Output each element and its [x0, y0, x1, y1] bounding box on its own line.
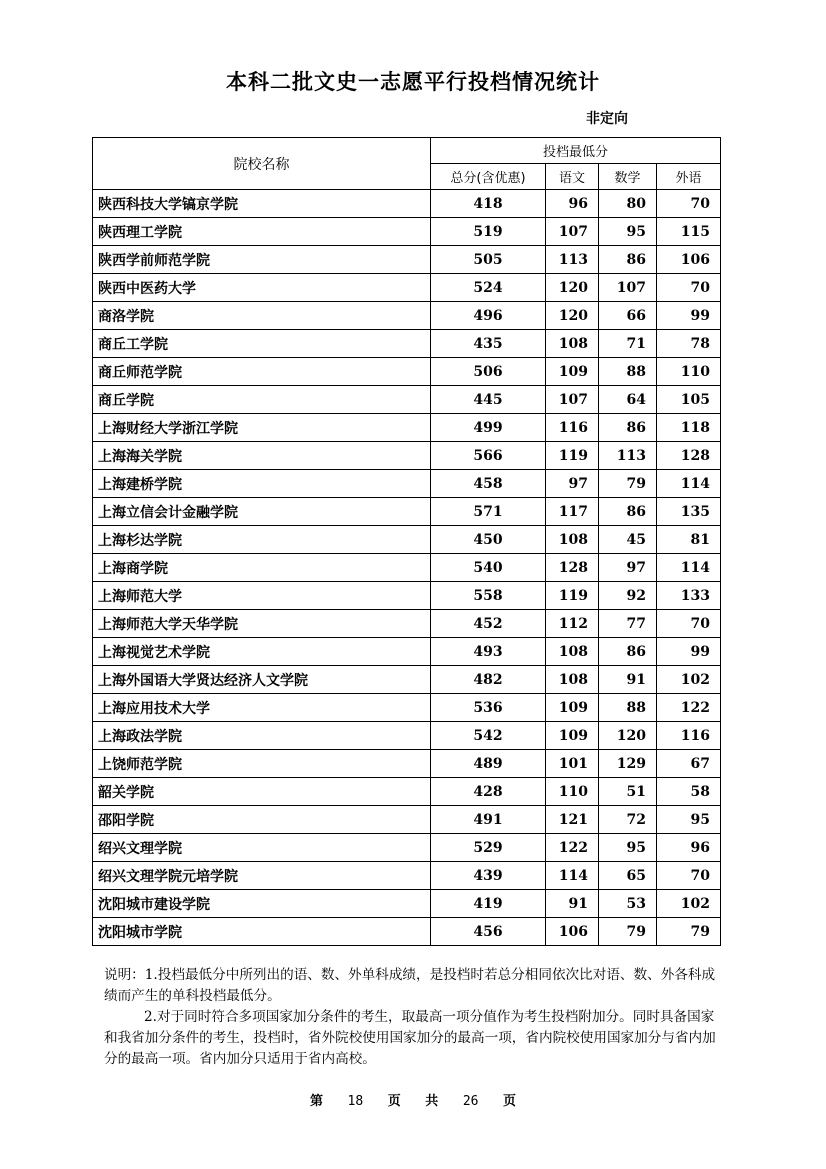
header-min-score: 投档最低分 [431, 138, 721, 164]
cell-school-name: 上海师范大学天华学院 [93, 610, 431, 638]
cell-total: 418 [431, 190, 546, 218]
table-row [93, 722, 721, 750]
cell-school-name: 绍兴文理学院元培学院 [93, 862, 431, 890]
cell-english: 96 [657, 834, 721, 862]
table-row [93, 498, 721, 526]
table-row [93, 470, 721, 498]
header-total: 总分(含优惠) [431, 164, 546, 190]
cell-math: 79 [599, 470, 657, 498]
cell-total: 496 [431, 302, 546, 330]
cell-english: 106 [657, 246, 721, 274]
cell-school-name: 商丘师范学院 [93, 358, 431, 386]
cell-chinese: 121 [546, 806, 599, 834]
cell-school-name: 商丘学院 [93, 386, 431, 414]
cell-school-name: 商丘工学院 [93, 330, 431, 358]
cell-math: 66 [599, 302, 657, 330]
table-row [93, 890, 721, 918]
cell-chinese: 107 [546, 218, 599, 246]
cell-chinese: 112 [546, 610, 599, 638]
cell-chinese: 116 [546, 414, 599, 442]
cell-english: 67 [657, 750, 721, 778]
cell-school-name: 陕西学前师范学院 [93, 246, 431, 274]
cell-total: 456 [431, 918, 546, 946]
cell-english: 95 [657, 806, 721, 834]
table-row [93, 666, 721, 694]
cell-total: 491 [431, 806, 546, 834]
cell-total: 428 [431, 778, 546, 806]
cell-chinese: 108 [546, 330, 599, 358]
cell-chinese: 91 [546, 890, 599, 918]
cell-math: 113 [599, 442, 657, 470]
cell-total: 493 [431, 638, 546, 666]
subtitle-non-directed: 非定向 [586, 111, 628, 127]
cell-english: 70 [657, 274, 721, 302]
cell-english: 114 [657, 470, 721, 498]
table-row [93, 750, 721, 778]
cell-chinese: 119 [546, 442, 599, 470]
cell-chinese: 113 [546, 246, 599, 274]
cell-school-name: 陕西理工学院 [93, 218, 431, 246]
cell-chinese: 122 [546, 834, 599, 862]
cell-math: 107 [599, 274, 657, 302]
cell-total: 524 [431, 274, 546, 302]
cell-school-name: 上海外国语大学贤达经济人文学院 [93, 666, 431, 694]
cell-total: 439 [431, 862, 546, 890]
cell-math: 71 [599, 330, 657, 358]
footer-ye2: 页 [503, 1094, 517, 1109]
table-row [93, 582, 721, 610]
table-row [93, 190, 721, 218]
cell-math: 72 [599, 806, 657, 834]
cell-english: 135 [657, 498, 721, 526]
cell-total: 499 [431, 414, 546, 442]
cell-english: 70 [657, 862, 721, 890]
cell-math: 51 [599, 778, 657, 806]
cell-math: 45 [599, 526, 657, 554]
score-table [92, 137, 721, 946]
cell-total: 540 [431, 554, 546, 582]
cell-english: 70 [657, 190, 721, 218]
cell-school-name: 上海立信会计金融学院 [93, 498, 431, 526]
cell-english: 81 [657, 526, 721, 554]
cell-english: 70 [657, 610, 721, 638]
cell-school-name: 陕西科技大学镐京学院 [93, 190, 431, 218]
cell-total: 519 [431, 218, 546, 246]
page-title: 本科二批文史一志愿平行投档情况统计 [226, 70, 600, 94]
cell-math: 64 [599, 386, 657, 414]
cell-chinese: 114 [546, 862, 599, 890]
table-row [93, 638, 721, 666]
notes [104, 965, 724, 1070]
table-row [93, 246, 721, 274]
cell-total: 529 [431, 834, 546, 862]
table-row [93, 610, 721, 638]
cell-school-name: 上海建桥学院 [93, 470, 431, 498]
cell-chinese: 107 [546, 386, 599, 414]
cell-school-name: 上海视觉艺术学院 [93, 638, 431, 666]
cell-school-name: 上海师范大学 [93, 582, 431, 610]
table-row [93, 526, 721, 554]
cell-chinese: 101 [546, 750, 599, 778]
cell-math: 95 [599, 834, 657, 862]
cell-chinese: 109 [546, 358, 599, 386]
cell-math: 91 [599, 666, 657, 694]
cell-english: 133 [657, 582, 721, 610]
note-1: 说明：1.投档最低分中所列出的语、数、外单科成绩，是投档时若总分相同依次比对语、数、外各科成绩而产生的单科投档最低分。 [104, 967, 716, 1004]
header-math: 数学 [599, 164, 657, 190]
footer-ye: 页 [387, 1094, 401, 1109]
cell-total: 419 [431, 890, 546, 918]
cell-total: 558 [431, 582, 546, 610]
cell-english: 110 [657, 358, 721, 386]
footer-gong: 共 [425, 1094, 439, 1109]
cell-math: 92 [599, 582, 657, 610]
cell-english: 58 [657, 778, 721, 806]
table-row [93, 918, 721, 946]
cell-school-name: 沈阳城市学院 [93, 918, 431, 946]
table-row [93, 694, 721, 722]
cell-math: 65 [599, 862, 657, 890]
cell-chinese: 97 [546, 470, 599, 498]
cell-school-name: 上海杉达学院 [93, 526, 431, 554]
cell-english: 115 [657, 218, 721, 246]
note-2: 2.对于同时符合多项国家加分条件的考生，取最高一项分值作为考生投档附加分。同时具备国家和我省加分条件的考生，投档时，省外院校使用国家加分的最高一项，省内院校使用国家加分与省内加分的最高一项。省内加分只适用于省内高校。 [104, 1009, 716, 1067]
cell-english: 102 [657, 890, 721, 918]
cell-total: 566 [431, 442, 546, 470]
table-row [93, 274, 721, 302]
cell-chinese: 96 [546, 190, 599, 218]
cell-school-name: 上海应用技术大学 [93, 694, 431, 722]
cell-math: 129 [599, 750, 657, 778]
table-row [93, 302, 721, 330]
cell-math: 86 [599, 498, 657, 526]
table-row [93, 862, 721, 890]
cell-math: 97 [599, 554, 657, 582]
cell-chinese: 117 [546, 498, 599, 526]
cell-school-name: 绍兴文理学院 [93, 834, 431, 862]
header-chinese: 语文 [546, 164, 599, 190]
table-row [93, 358, 721, 386]
cell-school-name: 陕西中医药大学 [93, 274, 431, 302]
header-english: 外语 [657, 164, 721, 190]
cell-total: 452 [431, 610, 546, 638]
cell-school-name: 商洛学院 [93, 302, 431, 330]
table-row [93, 806, 721, 834]
cell-math: 53 [599, 890, 657, 918]
cell-school-name: 上海政法学院 [93, 722, 431, 750]
cell-chinese: 109 [546, 722, 599, 750]
cell-math: 86 [599, 638, 657, 666]
cell-english: 102 [657, 666, 721, 694]
footer-total-pages: 26 [462, 1094, 479, 1109]
cell-total: 542 [431, 722, 546, 750]
footer-di: 第 [309, 1094, 323, 1109]
cell-total: 506 [431, 358, 546, 386]
cell-school-name: 上饶师范学院 [93, 750, 431, 778]
cell-english: 99 [657, 302, 721, 330]
table-row [93, 442, 721, 470]
cell-english: 105 [657, 386, 721, 414]
cell-chinese: 119 [546, 582, 599, 610]
cell-chinese: 108 [546, 638, 599, 666]
cell-math: 95 [599, 218, 657, 246]
cell-chinese: 120 [546, 302, 599, 330]
cell-math: 80 [599, 190, 657, 218]
cell-school-name: 邵阳学院 [93, 806, 431, 834]
table-row [93, 834, 721, 862]
cell-math: 86 [599, 246, 657, 274]
cell-english: 118 [657, 414, 721, 442]
cell-english: 78 [657, 330, 721, 358]
cell-chinese: 109 [546, 694, 599, 722]
cell-english: 128 [657, 442, 721, 470]
table-row [93, 414, 721, 442]
cell-total: 435 [431, 330, 546, 358]
header-school-name: 院校名称 [93, 138, 431, 190]
table-row [93, 218, 721, 246]
cell-total: 489 [431, 750, 546, 778]
table-row [93, 778, 721, 806]
cell-school-name: 沈阳城市建设学院 [93, 890, 431, 918]
cell-chinese: 108 [546, 526, 599, 554]
cell-chinese: 110 [546, 778, 599, 806]
table-row [93, 554, 721, 582]
footer-page-number: 18 [347, 1094, 364, 1109]
cell-math: 77 [599, 610, 657, 638]
cell-total: 445 [431, 386, 546, 414]
cell-total: 571 [431, 498, 546, 526]
cell-english: 116 [657, 722, 721, 750]
cell-english: 122 [657, 694, 721, 722]
table-row [93, 330, 721, 358]
cell-school-name: 上海商学院 [93, 554, 431, 582]
cell-total: 450 [431, 526, 546, 554]
cell-math: 86 [599, 414, 657, 442]
table-row [93, 386, 721, 414]
cell-math: 88 [599, 694, 657, 722]
cell-total: 482 [431, 666, 546, 694]
cell-english: 79 [657, 918, 721, 946]
page-footer [0, 1090, 826, 1109]
cell-chinese: 108 [546, 666, 599, 694]
cell-school-name: 上海财经大学浙江学院 [93, 414, 431, 442]
cell-chinese: 106 [546, 918, 599, 946]
cell-total: 458 [431, 470, 546, 498]
cell-school-name: 韶关学院 [93, 778, 431, 806]
table-body [93, 190, 721, 946]
cell-total: 505 [431, 246, 546, 274]
cell-chinese: 120 [546, 274, 599, 302]
cell-math: 120 [599, 722, 657, 750]
cell-total: 536 [431, 694, 546, 722]
cell-english: 99 [657, 638, 721, 666]
cell-chinese: 128 [546, 554, 599, 582]
cell-school-name: 上海海关学院 [93, 442, 431, 470]
cell-english: 114 [657, 554, 721, 582]
cell-math: 88 [599, 358, 657, 386]
cell-math: 79 [599, 918, 657, 946]
